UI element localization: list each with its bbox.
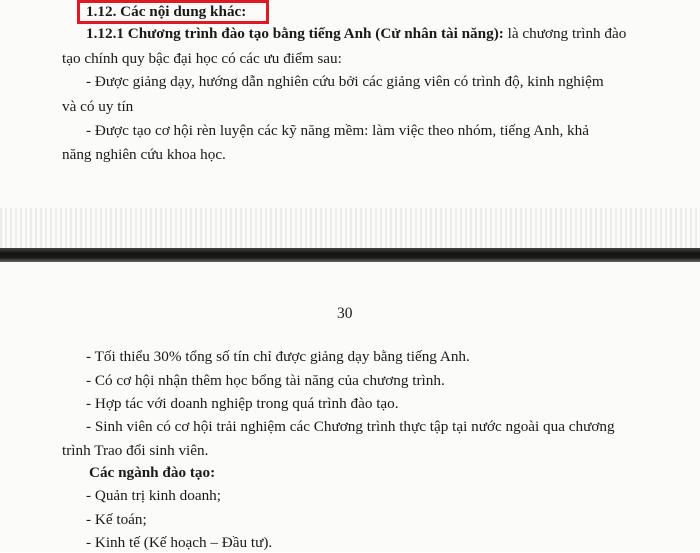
- highlight-box: [77, 0, 269, 24]
- bullet-line: năng nghiên cứu khoa học.: [62, 146, 226, 163]
- bullet-line: trình Trao đổi sinh viên.: [62, 442, 209, 459]
- majors-heading: Các ngành đào tạo:: [89, 464, 216, 481]
- subsection-intro-tail: là chương trình đào: [503, 25, 627, 42]
- bullet-line: và có uy tín: [62, 98, 134, 115]
- subsection-title: 1.12.1 Chương trình đào tạo bằng tiếng Anh (Cử nhân tài năng):: [86, 25, 504, 42]
- bullet-line: - Có cơ hội nhận thêm học bổng tài năng của chương trình.: [86, 372, 445, 389]
- bullet-line: - Được tạo cơ hội rèn luyện các kỹ năng mềm: làm việc theo nhóm, tiếng Anh, khả: [86, 122, 589, 139]
- section-heading: 1.12. Các nội dung khác:: [86, 3, 247, 20]
- list-item: - Kinh tế (Kế hoạch – Đầu tư).: [86, 534, 273, 551]
- bullet-line: - Sinh viên có cơ hội trải nghiệm các Chương trình thực tập tại nước ngoài qua chương: [86, 418, 615, 435]
- bullet-line: - Được giảng dạy, hướng dẫn nghiên cứu bởi các giảng viên có trình độ, kinh nghiệm: [86, 73, 604, 90]
- page-number: 30: [337, 305, 353, 322]
- list-item: - Quản trị kinh doanh;: [86, 487, 221, 504]
- intro-line: tạo chính quy bậc đại học có các ưu điểm sau:: [62, 50, 342, 67]
- page-separator: [0, 248, 700, 262]
- bullet-line: - Hợp tác với doanh nghiệp trong quá trình đào tạo.: [86, 395, 399, 412]
- bullet-line: - Tối thiểu 30% tổng số tín chỉ được giảng dạy bằng tiếng Anh.: [86, 348, 470, 365]
- list-item: - Kế toán;: [86, 511, 147, 528]
- subsection-line: [86, 24, 626, 44]
- scan-texture: [0, 208, 700, 248]
